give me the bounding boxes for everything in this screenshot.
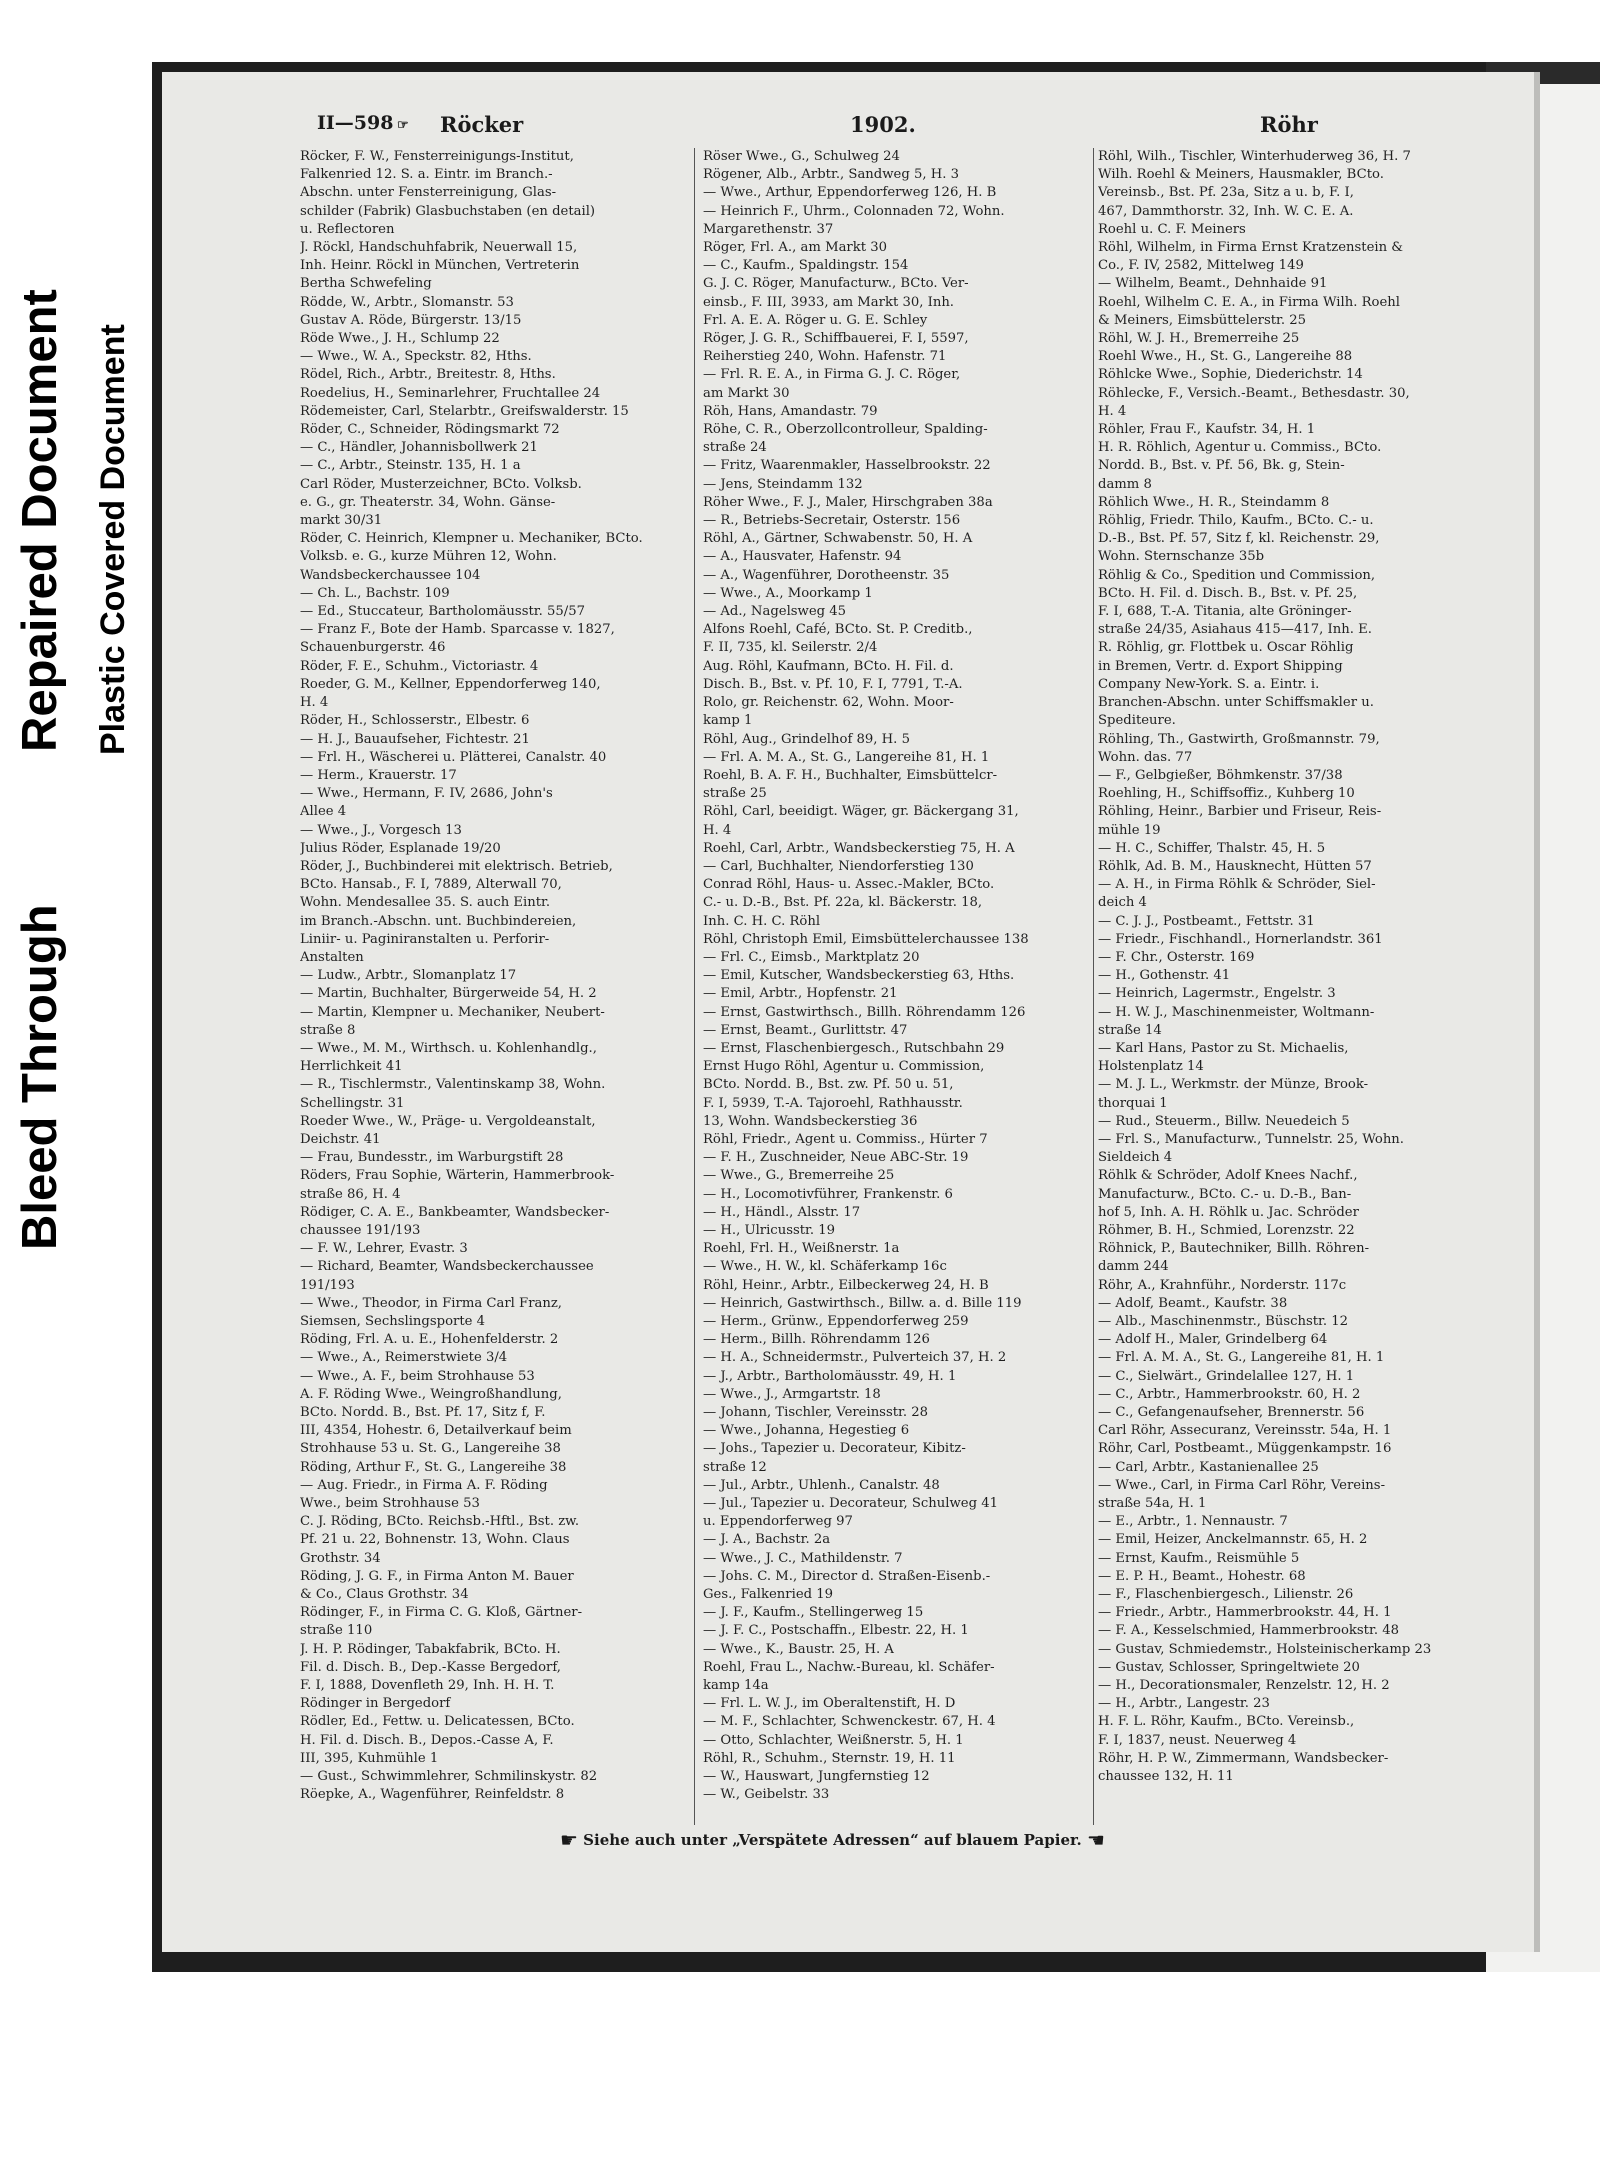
pointing-hand-right-icon: ☛ (560, 1828, 578, 1852)
directory-entry-line: Röhl, Wilhelm, in Firma Ernst Kratzenstein & (1098, 240, 1404, 256)
directory-entry-line: Röh, Hans, Amandastr. 79 (703, 403, 878, 419)
directory-entry-line: Röder, H., Schlosserstr., Elbestr. 6 (300, 713, 530, 729)
directory-entry-line: Aug. Röhl, Kaufmann, BCto. H. Fil. d. (703, 658, 954, 674)
directory-entry-line: — Ed., Stuccateur, Bartholomäusstr. 55/57 (300, 604, 586, 620)
directory-entry-line: F. I, 5939, T.-A. Tajoroehl, Rathhausstr. (703, 1095, 963, 1111)
directory-entry-line: Röcker, F. W., Fensterreinigungs-Institut, (300, 149, 574, 164)
directory-column-1 (300, 148, 688, 1825)
directory-entry-line: Röhlig, Friedr. Thilo, Kaufm., BCto. C.- u. (1098, 513, 1374, 529)
directory-entry-line: — Frl. A. M. A., St. G., Langereihe 81, H. 1 (703, 749, 990, 765)
directory-entry-line: Roehl u. C. F. Meiners (1098, 221, 1246, 237)
directory-entry-line: straße 54a, H. 1 (1098, 1496, 1207, 1512)
directory-entry-line: 191/193 (300, 1277, 355, 1293)
directory-entry-line: Carl Röder, Musterzeichner, BCto. Volksb. (300, 476, 582, 492)
directory-entry-line: thorquai 1 (1098, 1095, 1168, 1111)
directory-entry-line: — Wwe., Carl, in Firma Carl Röhr, Vereins- (1098, 1477, 1386, 1493)
directory-entry-line: Alfons Roehl, Café, BCto. St. P. Creditb., (703, 622, 973, 638)
directory-entry-line: Falkenried 12. S. a. Eintr. im Branch.- (300, 167, 553, 183)
directory-entry-line: Röser Wwe., G., Schulweg 24 (703, 149, 900, 164)
directory-entry-line: — Carl, Arbtr., Kastanienallee 25 (1098, 1459, 1319, 1475)
directory-entry-line: Röhl, Wilh., Tischler, Winterhuderweg 36, H. 7 (1098, 149, 1411, 164)
directory-entry-line: Röder, C. Heinrich, Klempner u. Mechaniker, BCto. (300, 531, 643, 547)
directory-entry-line: — Frau, Bundesstr., im Warburgstift 28 (300, 1150, 564, 1166)
directory-entry-line: Spediteure. (1098, 713, 1176, 729)
directory-entry-line: — Herm., Billh. Röhrendamm 126 (703, 1332, 930, 1348)
directory-entry-line: — Johs., Tapezier u. Decorateur, Kibitz- (703, 1441, 966, 1457)
directory-entry-line: — Ernst, Flaschenbiergesch., Rutschbahn 29 (703, 1040, 1005, 1056)
directory-entry-line: Siemsen, Sechslingsporte 4 (300, 1314, 486, 1329)
directory-entry-line: Rödiger, C. A. E., Bankbeamter, Wandsbecker- (300, 1204, 610, 1220)
directory-entry-line: — Alb., Maschinenmstr., Büschstr. 12 (1098, 1314, 1349, 1329)
column-divider (694, 148, 695, 1825)
directory-entry-line: Manufacturw., BCto. C.- u. D.-B., Ban- (1098, 1186, 1352, 1202)
stamp-repaired-document: Repaired Document (13, 289, 67, 752)
directory-entry-line: — H. C., Schiffer, Thalstr. 45, H. 5 (1098, 840, 1326, 856)
directory-entry-line: A. F. Röding Wwe., Weingroßhandlung, (300, 1386, 562, 1402)
directory-entry-line: — Gustav, Schlosser, Springeltwiete 20 (1098, 1659, 1360, 1675)
directory-entry-line: u. Reflectoren (300, 221, 395, 237)
directory-entry-line: III, 395, Kuhmühle 1 (300, 1750, 439, 1766)
directory-entry-line: Bertha Schwefeling (300, 276, 432, 292)
directory-entry-line: — C., Gefangenaufseher, Brennerstr. 56 (1098, 1405, 1365, 1421)
directory-entry-line: straße 24/35, Asiahaus 415—417, Inh. E. (1098, 622, 1372, 638)
directory-entry-line: — J. A., Bachstr. 2a (703, 1532, 831, 1548)
directory-entry-line: deich 4 (1098, 895, 1147, 911)
directory-entry-line: straße 25 (703, 786, 767, 802)
directory-entry-line: Rödde, W., Arbtr., Slomanstr. 53 (300, 294, 514, 310)
directory-entry-line: — J., Arbtr., Bartholomäusstr. 49, H. 1 (703, 1368, 957, 1384)
directory-entry-line: — J. F., Kaufm., Stellingerweg 15 (703, 1605, 924, 1621)
directory-entry-line: Abschn. unter Fensterreinigung, Glas- (300, 185, 557, 201)
directory-entry-line: — H., Gothenstr. 41 (1098, 968, 1231, 984)
directory-entry-line: Julius Röder, Esplanade 19/20 (300, 840, 501, 856)
directory-entry-line: — F., Flaschenbiergesch., Lilienstr. 26 (1098, 1587, 1354, 1603)
directory-entry-line: — Wwe., Hermann, F. IV, 2686, John's (300, 786, 553, 802)
footer-note (560, 1828, 1260, 1854)
directory-entry-line: — Ch. L., Bachstr. 109 (300, 585, 450, 601)
directory-entry-line: — Wwe., H. W., kl. Schäferkamp 16c (703, 1259, 947, 1275)
directory-entry-line: — Rud., Steuerm., Billw. Neuedeich 5 (1098, 1113, 1350, 1129)
directory-entry-line: — Emil, Heizer, Anckelmannstr. 65, H. 2 (1098, 1532, 1368, 1548)
directory-entry-line: III, 4354, Hohestr. 6, Detailverkauf beim (300, 1423, 572, 1439)
directory-entry-line: — A., Wagenführer, Dorotheenstr. 35 (703, 567, 950, 583)
directory-entry-line: — F. W., Lehrer, Evastr. 3 (300, 1241, 468, 1257)
page-number: II—598 (317, 112, 394, 134)
directory-entry-line: 13, Wohn. Wandsbeckerstieg 36 (703, 1113, 918, 1129)
directory-entry-line: Röhmer, B. H., Schmied, Lorenzstr. 22 (1098, 1222, 1355, 1238)
directory-entry-line: Co., F. IV, 2582, Mittelweg 149 (1098, 258, 1304, 274)
directory-entry-line: — C., Händler, Johannisbollwerk 21 (300, 440, 538, 456)
column-divider (1093, 148, 1094, 1825)
directory-entry-line: Ernst Hugo Röhl, Agentur u. Commission, (703, 1059, 985, 1075)
directory-entry-line: Röders, Frau Sophie, Wärterin, Hammerbrook- (300, 1168, 615, 1184)
directory-entry-line: chaussee 132, H. 11 (1098, 1769, 1234, 1785)
directory-entry-line: straße 8 (300, 1022, 356, 1038)
header-year: 1902. (850, 112, 916, 137)
directory-entry-line: — H. J., Bauaufseher, Fichtestr. 21 (300, 731, 530, 747)
directory-entry-line: J. H. P. Rödinger, Tabakfabrik, BCto. H. (300, 1641, 561, 1657)
directory-entry-line: Inh. C. H. C. Röhl (703, 913, 821, 929)
directory-entry-line: H. Fil. d. Disch. B., Depos.-Casse A, F. (300, 1732, 554, 1748)
directory-entry-line: — H., Arbtr., Langestr. 23 (1098, 1696, 1270, 1712)
directory-entry-line: Röhl, Friedr., Agent u. Commiss., Hürter 7 (703, 1131, 988, 1147)
stamp-bleed-through: Bleed Through (13, 904, 67, 1250)
directory-entry-line: — Ernst, Kaufm., Reismühle 5 (1098, 1550, 1300, 1566)
directory-entry-line: — Adolf, Beamt., Kaufstr. 38 (1098, 1295, 1288, 1311)
directory-entry-line: Röhlig & Co., Spedition und Commission, (1098, 567, 1376, 583)
directory-entry-line: — Heinrich, Lagermstr., Engelstr. 3 (1098, 986, 1336, 1002)
directory-entry-line: — Wwe., Arthur, Eppendorferweg 126, H. B (703, 185, 997, 201)
directory-entry-line: — Adolf H., Maler, Grindelberg 64 (1098, 1332, 1328, 1348)
directory-entry-line: Rolo, gr. Reichenstr. 62, Wohn. Moor- (703, 695, 954, 711)
directory-entry-line: — F. H., Zuschneider, Neue ABC-Str. 19 (703, 1150, 969, 1166)
directory-entry-line: Margarethenstr. 37 (703, 221, 834, 237)
directory-entry-line: Wilh. Roehl & Meiners, Hausmakler, BCto. (1098, 167, 1384, 183)
directory-entry-line: Company New-York. S. a. Eintr. i. (1098, 676, 1320, 692)
directory-entry-line: Wohn. Mendesallee 35. S. auch Eintr. (300, 895, 551, 911)
directory-entry-line: Röder, C., Schneider, Rödingsmarkt 72 (300, 422, 560, 438)
directory-entry-line: Pf. 21 u. 22, Bohnenstr. 13, Wohn. Claus (300, 1532, 570, 1548)
directory-entry-line: — F., Gelbgießer, Böhmkenstr. 37/38 (1098, 767, 1343, 783)
directory-entry-line: — A. H., in Firma Röhlk & Schröder, Siel- (1098, 877, 1376, 893)
directory-entry-line: — Frl. R. E. A., in Firma G. J. C. Röger, (703, 367, 961, 383)
directory-entry-line: — Karl Hans, Pastor zu St. Michaelis, (1098, 1040, 1349, 1056)
directory-entry-line: straße 86, H. 4 (300, 1186, 401, 1202)
directory-entry-line: — H., Locomotivführer, Frankenstr. 6 (703, 1186, 953, 1202)
directory-entry-line: — Wwe., A., Reimerstwiete 3/4 (300, 1350, 508, 1366)
header-mark: ☞ (397, 118, 409, 133)
directory-entry-line: — Emil, Kutscher, Wandsbeckerstieg 63, Hths. (703, 968, 1015, 984)
directory-entry-line: F. I, 1837, neust. Neuerweg 4 (1098, 1732, 1297, 1748)
directory-entry-line: C. J. Röding, BCto. Reichsb.-Hftl., Bst. zw. (300, 1514, 580, 1530)
directory-entry-line: — Wwe., K., Baustr. 25, H. A (703, 1641, 894, 1657)
directory-entry-line: — C., Arbtr., Steinstr. 135, H. 1 a (300, 458, 521, 474)
directory-entry-line: Conrad Röhl, Haus- u. Assec.-Makler, BCto. (703, 877, 995, 893)
directory-entry-line: — Frl. C., Eimsb., Marktplatz 20 (703, 949, 920, 965)
document-condition-stamp (0, 0, 152, 1300)
directory-entry-line: G. J. C. Röger, Manufacturw., BCto. Ver- (703, 276, 969, 292)
directory-entry-line: Röhl, R., Schuhm., Sternstr. 19, H. 11 (703, 1750, 956, 1766)
directory-entry-line: — Gustav, Schmiedemstr., Holsteinischerkamp 23 (1098, 1641, 1432, 1657)
directory-entry-line: C.- u. D.-B., Bst. Pf. 22a, kl. Bäckerstr. 18, (703, 895, 983, 911)
directory-entry-line: H. R. Röhlich, Agentur u. Commiss., BCto. (1098, 440, 1382, 456)
directory-entry-line: — E., Arbtr., 1. Nennaustr. 7 (1098, 1514, 1288, 1530)
directory-entry-line: markt 30/31 (300, 513, 383, 529)
directory-entry-line: — Ernst, Gastwirthsch., Billh. Röhrendamm 126 (703, 1004, 1026, 1020)
directory-entry-line: Roeder, G. M., Kellner, Eppendorferweg 140, (300, 676, 601, 692)
directory-entry-line: Rödinger in Bergedorf (300, 1696, 451, 1712)
directory-entry-line: 467, Dammthorstr. 32, Inh. W. C. E. A. (1098, 203, 1354, 219)
directory-entry-line: Liniir- u. Paginiranstalten u. Perforir- (300, 931, 550, 947)
directory-entry-line: — Wwe., M. M., Wirthsch. u. Kohlenhandlg., (300, 1040, 597, 1056)
directory-entry-line: — Jul., Arbtr., Uhlenh., Canalstr. 48 (703, 1477, 940, 1493)
directory-entry-line: chaussee 191/193 (300, 1222, 421, 1238)
directory-entry-line: Nordd. B., Bst. v. Pf. 56, Bk. g, Stein- (1098, 458, 1345, 474)
directory-entry-line: Rödler, Ed., Fettw. u. Delicatessen, BCto. (300, 1714, 575, 1730)
directory-entry-line: — H., Händl., Alsstr. 17 (703, 1204, 861, 1220)
directory-entry-line: — Gust., Schwimmlehrer, Schmilinskystr. 82 (300, 1769, 598, 1785)
directory-entry-line: — Emil, Arbtr., Hopfenstr. 21 (703, 986, 898, 1002)
directory-entry-line: Röhlk, Ad. B. M., Hausknecht, Hütten 57 (1098, 858, 1372, 874)
directory-entry-line: Röhling, Heinr., Barbier und Friseur, Reis- (1098, 804, 1382, 820)
directory-entry-line: Röhr, H. P. W., Zimmermann, Wandsbecker- (1098, 1750, 1389, 1766)
directory-entry-line: Röhnick, P., Bautechniker, Billh. Röhren- (1098, 1241, 1370, 1257)
directory-entry-line: hof 5, Inh. A. H. Röhlk u. Jac. Schröder (1098, 1204, 1359, 1220)
directory-entry-line: — Franz F., Bote der Hamb. Sparcasse v. 1827, (300, 622, 615, 638)
directory-entry-line: Röding, Frl. A. u. E., Hohenfelderstr. 2 (300, 1332, 559, 1348)
directory-entry-line: H. F. L. Röhr, Kaufm., BCto. Vereinsb., (1098, 1714, 1355, 1730)
directory-entry-line: Frl. A. E. A. Röger u. G. E. Schley (703, 312, 928, 328)
directory-entry-line: Rödel, Rich., Arbtr., Breitestr. 8, Hths. (300, 367, 556, 383)
directory-entry-line: Roehl, B. A. F. H., Buchhalter, Eimsbüttelcr- (703, 767, 998, 783)
page-header (162, 112, 1534, 146)
directory-entry-line: — C. J. J., Postbeamt., Fettstr. 31 (1098, 913, 1315, 929)
directory-entry-line: Röepke, A., Wagenführer, Reinfeldstr. 8 (300, 1787, 565, 1803)
directory-entry-line: Wohn. Sternschanze 35b (1098, 549, 1265, 565)
directory-entry-line: damm 244 (1098, 1259, 1169, 1275)
directory-entry-line: Roeder Wwe., W., Präge- u. Vergoldeanstalt, (300, 1113, 596, 1129)
directory-entry-line: — J. F. C., Postschaffn., Elbestr. 22, H. 1 (703, 1623, 969, 1639)
directory-entry-line: — Frl. S., Manufacturw., Tunnelstr. 25, Wohn. (1098, 1131, 1404, 1147)
directory-entry-line: Röhlecke, F., Versich.-Beamt., Bethesdastr. 30, (1098, 385, 1410, 401)
directory-entry-line: — H. A., Schneidermstr., Pulverteich 37, H. 2 (703, 1350, 1007, 1366)
directory-entry-line: Röhler, Frau F., Kaufstr. 34, H. 1 (1098, 422, 1316, 438)
directory-entry-line: Grothstr. 34 (300, 1550, 381, 1566)
directory-entry-line: — W., Geibelstr. 33 (703, 1787, 830, 1803)
directory-entry-line: — Wilhelm, Beamt., Dehnhaide 91 (1098, 276, 1328, 292)
directory-entry-line: — C., Arbtr., Hammerbrookstr. 60, H. 2 (1098, 1386, 1361, 1402)
directory-entry-line: Roehl, Wilhelm C. E. A., in Firma Wilh. Roehl (1098, 294, 1401, 310)
directory-entry-line: Roehl, Carl, Arbtr., Wandsbeckerstieg 75, H. A (703, 840, 1015, 856)
directory-entry-line: — Friedr., Fischhandl., Hornerlandstr. 361 (1098, 931, 1383, 947)
directory-entry-line: damm 8 (1098, 476, 1152, 492)
directory-entry-line: Röhlk & Schröder, Adolf Knees Nachf., (1098, 1168, 1358, 1184)
directory-entry-line: Röhlich Wwe., H. R., Steindamm 8 (1098, 494, 1330, 510)
directory-entry-line: Wandsbeckerchaussee 104 (300, 567, 481, 583)
directory-entry-line: einsb., F. III, 3933, am Markt 30, Inh. (703, 294, 954, 310)
directory-entry-line: R. Röhlig, gr. Flottbek u. Oscar Röhlig (1098, 640, 1354, 656)
directory-entry-line: Röhl, Christoph Emil, Eimsbüttelerchaussee 138 (703, 931, 1029, 947)
directory-entry-line: — Carl, Buchhalter, Niendorferstieg 130 (703, 858, 974, 874)
page-edge (1534, 72, 1540, 1952)
directory-entry-line: Rödinger, F., in Firma C. G. Kloß, Gärtner- (300, 1605, 583, 1621)
directory-entry-line: Röhl, Heinr., Arbtr., Eilbeckerweg 24, H. B (703, 1277, 989, 1293)
directory-entry-line: straße 12 (703, 1459, 767, 1475)
directory-entry-line: — Richard, Beamter, Wandsbeckerchaussee (300, 1259, 594, 1275)
directory-entry-line: u. Eppendorferweg 97 (703, 1514, 853, 1530)
directory-entry-line: straße 110 (300, 1623, 373, 1639)
directory-entry-line: — Frl. H., Wäscherei u. Plätterei, Canalstr. 40 (300, 749, 607, 765)
directory-column-2 (703, 148, 1093, 1825)
directory-entry-line: F. I, 1888, Dovenfleth 29, Inh. H. H. T. (300, 1678, 555, 1694)
directory-entry-line: H. 4 (703, 822, 732, 838)
directory-entry-line: — Wwe., G., Bremerreihe 25 (703, 1168, 895, 1184)
directory-entry-line: — Frl. A. M. A., St. G., Langereihe 81, H. 1 (1098, 1350, 1385, 1366)
directory-entry-line: — W., Hauswart, Jungfernstieg 12 (703, 1769, 930, 1785)
directory-entry-line: Volksb. e. G., kurze Mühren 12, Wohn. (300, 549, 557, 565)
directory-entry-line: Röhlcke Wwe., Sophie, Diederichstr. 14 (1098, 367, 1363, 383)
directory-entry-line: Inh. Heinr. Röckl in München, Vertreterin (300, 258, 580, 274)
directory-entry-line: Röger, J. G. R., Schiffbauerei, F. I, 5597, (703, 331, 969, 347)
directory-entry-line: — Wwe., W. A., Speckstr. 82, Hths. (300, 349, 532, 365)
directory-entry-line: Rögener, Alb., Arbtr., Sandweg 5, H. 3 (703, 167, 960, 183)
directory-entry-line: — Ludw., Arbtr., Slomanplatz 17 (300, 968, 517, 984)
directory-entry-line: & Meiners, Eimsbüttelerstr. 25 (1098, 312, 1307, 328)
directory-entry-line: kamp 14a (703, 1678, 769, 1694)
directory-column-3 (1098, 148, 1493, 1825)
directory-entry-line: Schellingstr. 31 (300, 1095, 405, 1111)
directory-entry-line: Roehl, Frau L., Nachw.-Bureau, kl. Schäfer- (703, 1659, 995, 1675)
directory-entry-line: — Herm., Grünw., Eppendorferweg 259 (703, 1314, 969, 1329)
directory-entry-line: Anstalten (300, 949, 364, 965)
directory-entry-line: Röger, Frl. A., am Markt 30 (703, 240, 887, 256)
directory-entry-line: — Wwe., Johanna, Hegestieg 6 (703, 1423, 910, 1439)
directory-entry-line: — E. P. H., Beamt., Hohestr. 68 (1098, 1568, 1306, 1584)
directory-entry-line: Röhl, Carl, beeidigt. Wäger, gr. Bäckergang 31, (703, 804, 1019, 820)
directory-entry-line: Roehl, Frl. H., Weißnerstr. 1a (703, 1241, 900, 1257)
directory-entry-line: Sieldeich 4 (1098, 1150, 1173, 1166)
directory-entry-line: — Aug. Friedr., in Firma A. F. Röding (300, 1477, 548, 1493)
directory-entry-line: BCto. Nordd. B., Bst. zw. Pf. 50 u. 51, (703, 1077, 954, 1093)
directory-entry-line: — H., Decorationsmaler, Renzelstr. 12, H. 2 (1098, 1678, 1390, 1694)
header-left-keyword: Röcker (440, 112, 524, 137)
directory-entry-line: — Herm., Krauerstr. 17 (300, 767, 457, 783)
directory-entry-line: Schauenburgerstr. 46 (300, 640, 446, 656)
directory-entry-line: Roedelius, H., Seminarlehrer, Fruchtallee 24 (300, 385, 601, 401)
directory-entry-line: Röhr, A., Krahnführ., Norderstr. 117c (1098, 1277, 1347, 1293)
directory-entry-line: — Jul., Tapezier u. Decorateur, Schulweg 41 (703, 1496, 999, 1512)
directory-entry-line: — H. W. J., Maschinenmeister, Woltmann- (1098, 1004, 1375, 1020)
directory-entry-line: — F. Chr., Osterstr. 169 (1098, 949, 1255, 965)
stamp-plastic-covered: Plastic Covered Document (94, 324, 132, 755)
directory-entry-line: Roehling, H., Schiffsoffiz., Kuhberg 10 (1098, 786, 1355, 802)
directory-entry-line: — C., Kaufm., Spaldingstr. 154 (703, 258, 909, 274)
directory-entry-line: Fil. d. Disch. B., Dep.-Kasse Bergedorf, (300, 1659, 561, 1675)
directory-entry-line: Roehl Wwe., H., St. G., Langereihe 88 (1098, 349, 1353, 365)
directory-entry-line: Röhl, A., Gärtner, Schwabenstr. 50, H. A (703, 531, 973, 547)
directory-entry-line: Ges., Falkenried 19 (703, 1587, 834, 1603)
directory-entry-line: BCto. Nordd. B., Bst. Pf. 17, Sitz f, F. (300, 1405, 546, 1421)
directory-entry-line: Deichstr. 41 (300, 1131, 381, 1147)
directory-entry-line: — M. J. L., Werkmstr. der Münze, Brook- (1098, 1077, 1369, 1093)
directory-entry-line: J. Röckl, Handschuhfabrik, Neuerwall 15, (300, 240, 578, 256)
directory-entry-line: Röding, Arthur F., St. G., Langereihe 38 (300, 1459, 567, 1475)
directory-entry-line: Röding, J. G. F., in Firma Anton M. Bauer (300, 1568, 574, 1584)
directory-entry-line: Röhl, Aug., Grindelhof 89, H. 5 (703, 731, 910, 747)
directory-entry-line: — Ernst, Beamt., Gurlittstr. 47 (703, 1022, 908, 1038)
directory-entry-line: — Wwe., Theodor, in Firma Carl Franz, (300, 1295, 563, 1311)
directory-entry-line: — Martin, Buchhalter, Bürgerweide 54, H. 2 (300, 986, 597, 1002)
directory-entry-line: kamp 1 (703, 713, 753, 729)
directory-entry-line: BCto. H. Fil. d. Disch. B., Bst. v. Pf. 25, (1098, 585, 1358, 601)
directory-entry-line: straße 24 (703, 440, 767, 456)
directory-entry-line: straße 14 (1098, 1022, 1162, 1038)
directory-entry-line: — Heinrich F., Uhrm., Colonnaden 72, Wohn. (703, 203, 1005, 219)
directory-entry-line: D.-B., Bst. Pf. 57, Sitz f, kl. Reichenstr. 29, (1098, 531, 1380, 547)
directory-entry-line: & Co., Claus Grothstr. 34 (300, 1587, 469, 1603)
footer-text: Siehe auch unter „Verspätete Adressen“ auf blauem Papier. (583, 1831, 1082, 1849)
directory-entry-line: e. G., gr. Theaterstr. 34, Wohn. Gänse- (300, 494, 556, 510)
directory-entry-line: Strohhause 53 u. St. G., Langereihe 38 (300, 1441, 561, 1457)
directory-entry-line: — H., Ulricusstr. 19 (703, 1222, 836, 1238)
directory-entry-line: F. II, 735, kl. Seilerstr. 2/4 (703, 640, 878, 656)
directory-entry-line: Wwe., beim Strohhause 53 (300, 1496, 480, 1512)
directory-entry-line: — Friedr., Arbtr., Hammerbrookstr. 44, H. 1 (1098, 1605, 1392, 1621)
directory-entry-line: Rödemeister, Carl, Stelarbtr., Greifswalderstr. 15 (300, 403, 629, 419)
directory-entry-line: Herrlichkeit 41 (300, 1059, 403, 1075)
directory-entry-line: — Wwe., J. C., Mathildenstr. 7 (703, 1550, 903, 1566)
directory-entry-line: in Bremen, Vertr. d. Export Shipping (1098, 658, 1343, 674)
directory-entry-line: Röder, F. E., Schuhm., Victoriastr. 4 (300, 658, 539, 674)
directory-entry-line: — F. A., Kesselschmied, Hammerbrookstr. 48 (1098, 1623, 1399, 1639)
directory-entry-line: — Wwe., J., Armgartstr. 18 (703, 1386, 881, 1402)
directory-entry-line: Röhling, Th., Gastwirth, Großmannstr. 79, (1098, 731, 1380, 747)
directory-entry-line: — Otto, Schlachter, Weißnerstr. 5, H. 1 (703, 1732, 964, 1748)
directory-entry-line: Allee 4 (300, 804, 347, 820)
directory-entry-line: — Wwe., J., Vorgesch 13 (300, 822, 462, 838)
directory-entry-line: — Frl. L. W. J., im Oberaltenstift, H. D (703, 1696, 956, 1712)
directory-entry-line: Reiherstieg 240, Wohn. Hafenstr. 71 (703, 349, 947, 365)
directory-entry-line: — Wwe., A., Moorkamp 1 (703, 585, 873, 601)
directory-entry-line: BCto. Hansab., F. I, 7889, Alterwall 70, (300, 877, 562, 893)
directory-entry-line: mühle 19 (1098, 822, 1161, 838)
directory-entry-line: — Wwe., A. F., beim Strohhause 53 (300, 1368, 535, 1384)
directory-entry-line: — Jens, Steindamm 132 (703, 476, 863, 492)
directory-entry-line: — Heinrich, Gastwirthsch., Billw. a. d. Bille 119 (703, 1295, 1022, 1311)
directory-entry-line: — R., Betriebs-Secretair, Osterstr. 156 (703, 513, 961, 529)
directory-entry-line: Röde Wwe., J. H., Schlump 22 (300, 331, 500, 347)
directory-entry-line: — M. F., Schlachter, Schwenckestr. 67, H. 4 (703, 1714, 996, 1730)
directory-entry-line: Röher Wwe., F. J., Maler, Hirschgraben 38a (703, 494, 993, 510)
header-right-keyword: Röhr (1260, 112, 1318, 137)
directory-entry-line: — C., Sielwärt., Grindelallee 127, H. 1 (1098, 1368, 1355, 1384)
directory-entry-line: Röhl, W. J. H., Bremerreihe 25 (1098, 331, 1300, 347)
directory-entry-line: Röder, J., Buchbinderei mit elektrisch. Betrieb, (300, 858, 613, 874)
directory-entry-line: am Markt 30 (703, 385, 790, 401)
directory-entry-line: schilder (Fabrik) Glasbuchstaben (en detail) (300, 203, 596, 219)
directory-entry-line: — Martin, Klempner u. Mechaniker, Neubert- (300, 1004, 605, 1020)
directory-entry-line: H. 4 (1098, 403, 1127, 419)
directory-entry-line: — Johann, Tischler, Vereinsstr. 28 (703, 1405, 929, 1421)
directory-entry-line: Holstenplatz 14 (1098, 1059, 1204, 1075)
directory-entry-line: Branchen-Abschn. unter Schiffsmakler u. (1098, 695, 1374, 711)
directory-entry-line: Röhr, Carl, Postbeamt., Müggenkampstr. 16 (1098, 1441, 1392, 1457)
directory-entry-line: — A., Hausvater, Hafenstr. 94 (703, 549, 902, 565)
directory-entry-line: — Fritz, Waarenmakler, Hasselbrookstr. 22 (703, 458, 991, 474)
directory-entry-line: — R., Tischlermstr., Valentinskamp 38, Wohn. (300, 1077, 606, 1093)
directory-entry-line: Carl Röhr, Assecuranz, Vereinsstr. 54a, H. 1 (1098, 1423, 1392, 1439)
directory-entry-line: Röhe, C. R., Oberzollcontrolleur, Spalding- (703, 422, 988, 438)
directory-entry-line: Wohn. das. 77 (1098, 749, 1193, 765)
directory-entry-line: F. I, 688, T.-A. Titania, alte Gröninger- (1098, 604, 1352, 620)
pointing-hand-left-icon: ☚ (1086, 1828, 1105, 1852)
directory-entry-line: Disch. B., Bst. v. Pf. 10, F. I, 7791, T.-A. (703, 676, 963, 692)
directory-entry-line: H. 4 (300, 695, 329, 711)
directory-entry-line: Vereinsb., Bst. Pf. 23a, Sitz a u. b, F. I, (1098, 185, 1354, 201)
directory-entry-line: Gustav A. Röde, Bürgerstr. 13/15 (300, 312, 522, 328)
directory-entry-line: im Branch.-Abschn. unt. Buchbindereien, (300, 913, 577, 929)
directory-entry-line: — Johs. C. M., Director d. Straßen-Eisenb.- (703, 1568, 991, 1584)
directory-entry-line: — Ad., Nagelsweg 45 (703, 604, 847, 620)
